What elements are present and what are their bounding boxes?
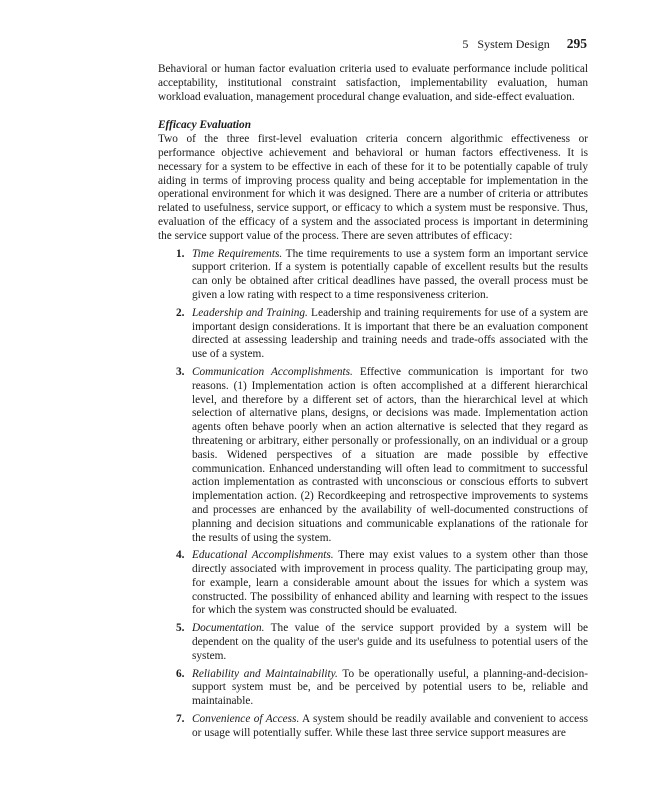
list-item-title: Educational Accomplishments. (192, 549, 334, 562)
list-item (158, 668, 588, 709)
intro-paragraph: Behavioral or human factor evaluation criteria used to evaluate performance include political acceptability, institutional constraint satisfaction, implementability evaluation, human workload evaluation, management procedural change evaluation, and side-effect evaluation. (158, 63, 588, 103)
list-item-number: 1. (176, 247, 185, 260)
list-item-title: Reliability and Maintainability. (192, 667, 338, 680)
chapter-number: 5 (462, 37, 469, 51)
section-paragraph: Two of the three first-level evaluation criteria concern algorithmic effectiveness or performance objective achievement and behavioral or human factors effectiveness. It is necessary for a system to be effective in each of these for it to be potentially capable of truly aiding in terms of improving process quality and being acceptable for implementation in the operational environment for which it was designed. There are a number of criteria or attributes related to usefulness, service support, or efficacy to which a system must be responsive. Thus, evaluation of the efficacy of a system and the associated process is important in determining the service support value of the process. There are seven attributes of efficacy: (158, 133, 588, 242)
list-item (158, 307, 588, 362)
list-item (158, 622, 588, 663)
section-heading: Efficacy Evaluation (158, 119, 251, 132)
list-item-number: 4. (176, 549, 185, 562)
list-item-number: 2. (176, 306, 185, 319)
list-item-text: To be operationally useful, a planning-and-decision-support system must be, and be perceived by potential users to be, reliable and maintainable. (192, 667, 588, 708)
list-item-text: The time requirements to use a system form an important service support criterion. If a system is potentially capable of excellent results but the results can only be obtained after critical deadlines have passed, the overall process must be given a low rating with respect to a time responsiveness criterion. (192, 247, 588, 301)
efficacy-attributes-list (158, 248, 588, 741)
list-item-text: There may exist values to a system other than those directly associated with improvement in process quality. The participating group may, for example, learn a considerable amount about the issues for which a system was constructed. The possibility of enhanced ability and learning with respect to the issues for which the system was constructed should be evaluated. (192, 549, 589, 617)
list-item-title: Documentation. (192, 622, 265, 635)
list-item-text: Leadership and training requirements for use of a system are important design considerations. It is important that there be an evaluation component directed at assessing leadership and training needs and trade-offs associated with the use of a system. (192, 306, 588, 361)
list-item (158, 366, 588, 545)
list-item (158, 713, 588, 741)
list-item-number: 5. (176, 622, 185, 635)
list-item-title: Time Requirements. (192, 247, 283, 260)
list-item-text: Effective communication is important for two reasons. (1) Implementation action is often accomplished at a different hierarchical level, and therefore by a different set of actors, than the hierarchical level at which selection of alternative plans, designs, or decisions was made. Implementation action agents often behave poorly when an action alternative is selected that they regard as threatening or arbitrary, either personally or professionally, on an individual or a group basis. Widened perspectives of a situation are made possible by effective communication. Enhanced understanding will often lead to commitment to successful action implementation as contrasted with unconscious or conscious efforts to subvert implementation action. (2) Recordkeeping and retrospective improvements to systems and processes are enhanced by the availability of well-documented constructions of planning and decision situations and communicable explanations of the rationale for the results of using the system. (192, 365, 588, 544)
chapter-title: System Design (477, 37, 550, 51)
page-number: 295 (566, 36, 587, 51)
list-item-title: Communication Accomplishments. (192, 365, 353, 378)
list-item-number: 3. (176, 365, 185, 378)
list-item-number: 7. (176, 713, 185, 726)
list-item-title: Convenience of Access. (192, 713, 300, 726)
list-item (158, 248, 588, 303)
list-item (158, 549, 588, 618)
list-item-text: A system should be readily available and convenient to access or usage will potentially suffer. While these last three service support measures are (192, 713, 588, 739)
running-header (462, 37, 587, 51)
list-item-number: 6. (176, 667, 185, 680)
body-text (158, 63, 588, 745)
list-item-title: Leadership and Training. (192, 306, 308, 319)
list-item-text: The value of the service support provided by a system will be dependent on the quality of the user's guide and its usefulness to potential users of the system. (192, 622, 588, 662)
